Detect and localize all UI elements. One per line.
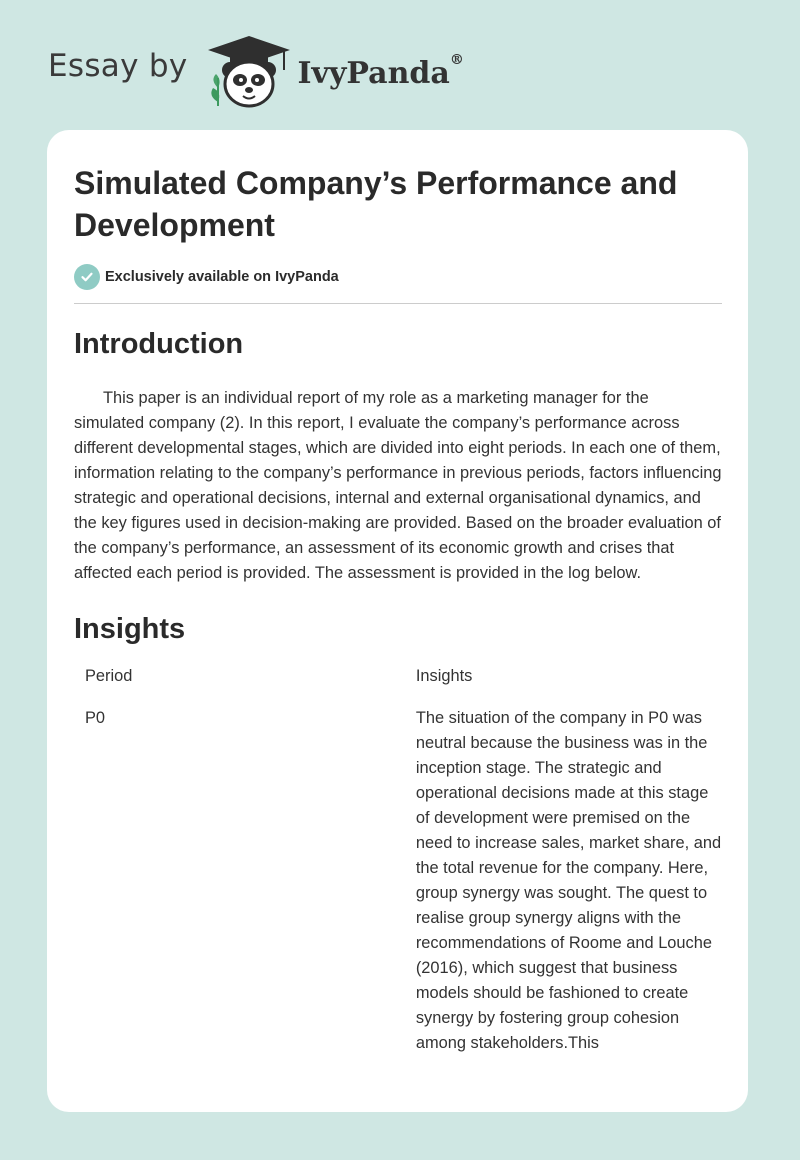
article-card (47, 130, 748, 1112)
exclusive-text: Exclusively available on IvyPanda (105, 269, 339, 285)
essay-by-label: Essay by (48, 48, 188, 84)
site-header (48, 30, 464, 110)
exclusive-badge (74, 264, 722, 290)
period-cell: P0 (85, 709, 106, 727)
ivypanda-logo-icon[interactable] (204, 30, 294, 110)
insight-cell: The situation of the company in P0 was neutral because the business was in the inception stage. The strategic and operational decisions made at this stage of development were premised on the need to increase sales, market share, and the total revenue for the company. Here, group synergy was sought. The quest to realise group synergy aligns with the recommendations of Roome and Louche (2016), which suggest that business models should be fashioned to create synergy by fostering group cohesion among stakeholders.This (415, 709, 722, 1052)
insights-table (74, 664, 722, 1056)
column-header-insights: Insights (415, 667, 473, 685)
registered-mark: ® (449, 51, 464, 68)
introduction-heading: Introduction (74, 328, 244, 360)
column-header-period: Period (85, 667, 133, 685)
page-title: Simulated Company’s Performance and Development (74, 165, 678, 243)
table-row (74, 706, 722, 1056)
table-header-row (74, 664, 722, 706)
divider (74, 303, 722, 304)
check-icon (74, 264, 100, 290)
introduction-paragraph: This paper is an individual report of my role as a marketing manager for the simulated company (2). In this report, I evaluate the company’s performance across different developmental stages, which are divided into eight periods. In each one of them, information relating to the company’s performance in previous periods, factors influencing strategic and operational decisions, internal and external organisational dynamics, and the key figures used in decision-making are provided. Based on the broader evaluation of the company’s performance, an assessment of its economic growth and crises that affected each period is provided. The assessment is provided in the log below. (74, 389, 722, 582)
insights-heading: Insights (74, 613, 186, 645)
brand-name[interactable]: IvyPanda® (297, 51, 464, 91)
